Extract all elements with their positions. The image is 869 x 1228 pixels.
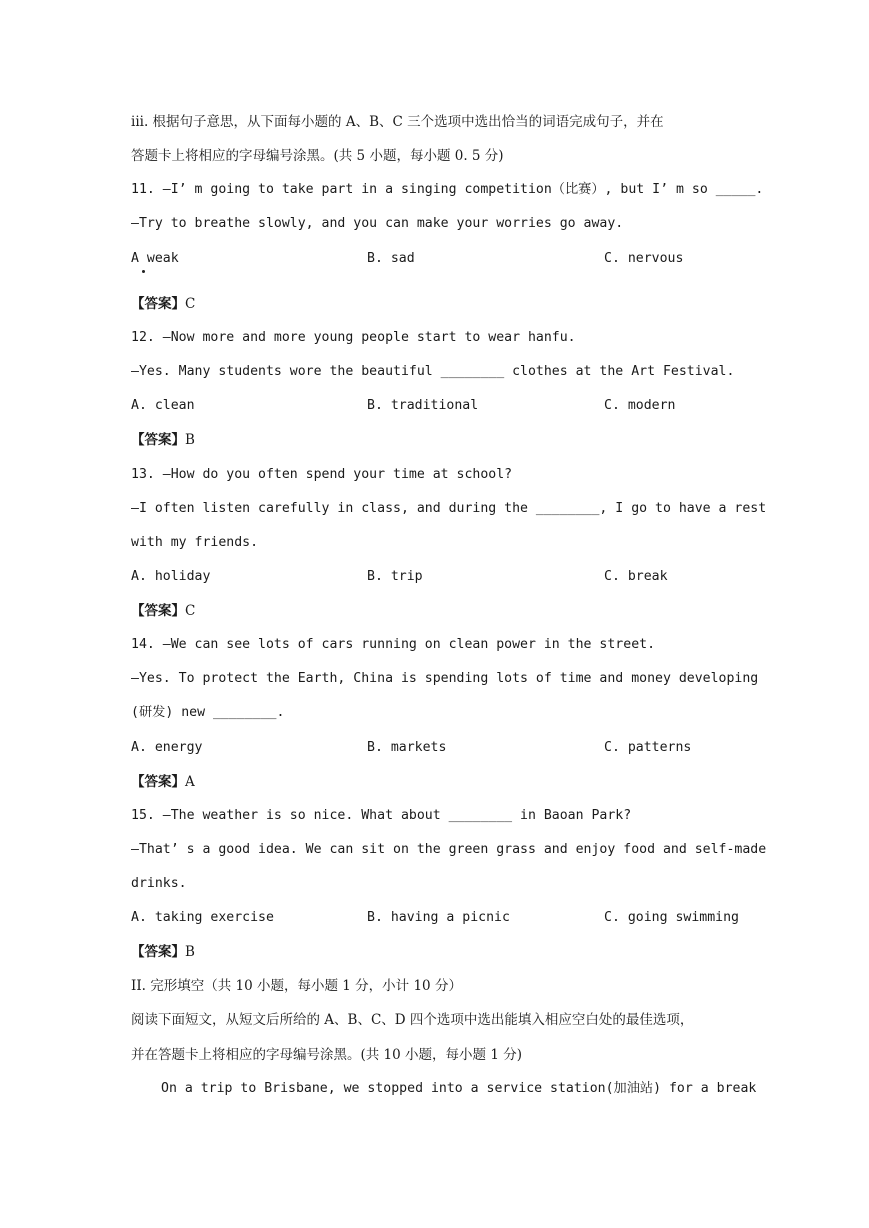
question-12-answer <box>131 430 195 450</box>
question-13-answer <box>131 601 195 621</box>
question-15-option-b: B. having a picnic <box>367 910 510 925</box>
question-15-option-a: A. taking exercise <box>131 910 274 925</box>
answer-value: C <box>185 296 196 312</box>
question-13-option-c: C. break <box>604 569 668 584</box>
question-11-answer <box>131 294 195 314</box>
answer-label: 【答案】 <box>131 296 185 312</box>
question-14-option-b: B. markets <box>367 740 447 755</box>
answer-label: 【答案】 <box>131 432 185 448</box>
answer-value: B <box>185 944 195 960</box>
question-12-option-c: C. modern <box>604 398 676 413</box>
answer-label: 【答案】 <box>131 603 185 619</box>
question-12-line1: 12. —Now more and more young people start to wear hanfu. <box>131 330 576 345</box>
section-II-instruction-line2: 并在答题卡上将相应的字母编号涂黑。(共 10 小题，每小题 1 分) <box>131 1047 522 1063</box>
answer-value: C <box>185 603 196 619</box>
section-II-heading: II. 完形填空（共 10 小题，每小题 1 分，小计 10 分） <box>131 978 462 994</box>
question-12-option-b: B. traditional <box>367 398 479 413</box>
answer-value: A <box>185 774 195 790</box>
section-iii-instruction-line1: iii. 根据句子意思，从下面每小题的 A、B、C 三个选项中选出恰当的词语完成句子，并在 <box>131 114 664 130</box>
question-13-line2: —I often listen carefully in class, and during the ________, I go to have a rest <box>131 501 767 516</box>
answer-label: 【答案】 <box>131 944 185 960</box>
question-15-answer <box>131 942 195 962</box>
question-15-line2: —That’ s a good idea. We can sit on the green grass and enjoy food and self-made <box>131 842 767 857</box>
dot-mark <box>142 270 145 273</box>
question-13-line3: with my friends. <box>131 535 259 550</box>
question-14-option-a: A. energy <box>131 740 203 755</box>
question-13-option-a: A. holiday <box>131 569 211 584</box>
question-15-line3: drinks. <box>131 876 187 891</box>
question-15-line1: 15. —The weather is so nice. What about ________ in Baoan Park? <box>131 808 632 823</box>
question-14-line2: —Yes. To protect the Earth, China is spending lots of time and money developing <box>131 671 759 686</box>
question-14-line3: (研发) new ________. <box>131 705 285 720</box>
question-14-line1: 14. —We can see lots of cars running on clean power in the street. <box>131 637 656 652</box>
question-11-option-c: C. nervous <box>604 251 684 266</box>
answer-value: B <box>185 432 195 448</box>
section-II-instruction-line1: 阅读下面短文，从短文后所给的 A、B、C、D 四个选项中选出能填入相应空白处的最佳选项， <box>131 1012 694 1028</box>
question-11-line2: —Try to breathe slowly, and you can make your worries go away. <box>131 216 624 231</box>
question-11-option-a: A weak <box>131 251 179 266</box>
question-14-answer <box>131 772 195 792</box>
question-15-option-c: C. going swimming <box>604 910 739 925</box>
question-11-option-b: B. sad <box>367 251 415 266</box>
question-14-option-c: C. patterns <box>604 740 692 755</box>
passage-first-line: On a trip to Brisbane, we stopped into a service station(加油站) for a break <box>161 1081 757 1096</box>
question-12-option-a: A. clean <box>131 398 195 413</box>
answer-label: 【答案】 <box>131 774 185 790</box>
question-13-option-b: B. trip <box>367 569 423 584</box>
question-11-line1: 11. —I’ m going to take part in a singing competition（比赛）, but I’ m so _____. <box>131 182 764 197</box>
question-13-line1: 13. —How do you often spend your time at school? <box>131 467 513 482</box>
section-iii-instruction-line2: 答题卡上将相应的字母编号涂黑。(共 5 小题，每小题 0. 5 分) <box>131 148 504 164</box>
question-12-line2: —Yes. Many students wore the beautiful ________ clothes at the Art Festival. <box>131 364 735 379</box>
